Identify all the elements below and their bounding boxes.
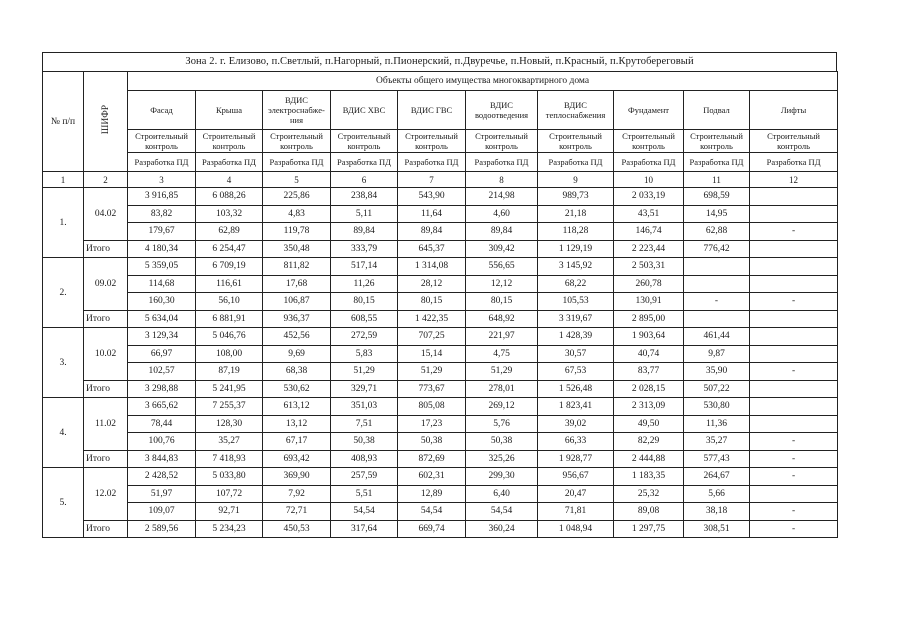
- table-cell: [684, 258, 750, 276]
- table-cell: 264,67: [684, 468, 750, 486]
- table-cell: 221,97: [466, 328, 538, 346]
- total-cell: 350,48: [263, 240, 331, 258]
- table-cell: 43,51: [614, 205, 684, 223]
- total-cell: 5 241,95: [196, 380, 263, 398]
- header-construction-control: Строительный контроль: [196, 130, 263, 153]
- table-cell: 92,71: [196, 503, 263, 521]
- total-row: [43, 240, 838, 258]
- table-cell: 530,80: [684, 398, 750, 416]
- table-cell: 4,83: [263, 205, 331, 223]
- table-cell: 51,29: [398, 363, 466, 381]
- total-cell: 1 297,75: [614, 520, 684, 538]
- table-cell: 543,90: [398, 188, 466, 206]
- table-cell: 28,12: [398, 275, 466, 293]
- header-design-dev: Разработка ПД: [263, 153, 331, 172]
- table-cell: 50,38: [398, 433, 466, 451]
- table-cell: 83,82: [128, 205, 196, 223]
- total-cell: [750, 380, 838, 398]
- table-cell: 12,89: [398, 485, 466, 503]
- table-cell: [684, 275, 750, 293]
- header-col-number: 2: [84, 172, 128, 188]
- total-cell: 317,64: [331, 520, 398, 538]
- total-label: Итого: [84, 380, 128, 398]
- table-cell: 351,03: [331, 398, 398, 416]
- table-cell: 260,78: [614, 275, 684, 293]
- total-cell: 693,42: [263, 450, 331, 468]
- table-row: [43, 485, 838, 503]
- table-cell: [750, 205, 838, 223]
- header-object-2: Крыша: [196, 91, 263, 130]
- table-cell: 51,29: [466, 363, 538, 381]
- table-cell: 6 709,19: [196, 258, 263, 276]
- table-cell: 66,97: [128, 345, 196, 363]
- table-row: [43, 468, 838, 486]
- table-cell: 119,78: [263, 223, 331, 241]
- table-cell: 109,07: [128, 503, 196, 521]
- header-col-number: 6: [331, 172, 398, 188]
- total-cell: 308,51: [684, 520, 750, 538]
- table-row: [43, 275, 838, 293]
- row-number: 5.: [43, 468, 84, 538]
- total-cell: -: [750, 520, 838, 538]
- table-row: [43, 205, 838, 223]
- table-cell: 83,77: [614, 363, 684, 381]
- row-shifr: 12.02: [84, 468, 128, 521]
- table-cell: 78,44: [128, 415, 196, 433]
- header-construction-control: Строительный контроль: [750, 130, 838, 153]
- table-row: [43, 345, 838, 363]
- table-cell: 102,57: [128, 363, 196, 381]
- table-cell: 128,30: [196, 415, 263, 433]
- header-shifr: ШИФР: [84, 72, 128, 172]
- total-cell: 2 028,15: [614, 380, 684, 398]
- header-object-9: Подвал: [684, 91, 750, 130]
- table-cell: 269,12: [466, 398, 538, 416]
- header-design-dev: Разработка ПД: [398, 153, 466, 172]
- total-cell: 1 928,77: [538, 450, 614, 468]
- table-cell: 54,54: [398, 503, 466, 521]
- table-cell: 5,83: [331, 345, 398, 363]
- total-cell: 773,67: [398, 380, 466, 398]
- header-col-number: 4: [196, 172, 263, 188]
- table-cell: 11,36: [684, 415, 750, 433]
- table-cell: 89,84: [466, 223, 538, 241]
- table-cell: 7,92: [263, 485, 331, 503]
- table-cell: 1 428,39: [538, 328, 614, 346]
- header-col-number: 9: [538, 172, 614, 188]
- total-row: [43, 520, 838, 538]
- table-cell: 107,72: [196, 485, 263, 503]
- total-cell: 333,79: [331, 240, 398, 258]
- total-cell: -: [750, 450, 838, 468]
- total-row: [43, 310, 838, 328]
- total-cell: 3 319,67: [538, 310, 614, 328]
- header-design-dev: Разработка ПД: [466, 153, 538, 172]
- total-cell: 645,37: [398, 240, 466, 258]
- table-cell: -: [750, 223, 838, 241]
- total-cell: 936,37: [263, 310, 331, 328]
- table-cell: [750, 275, 838, 293]
- table-cell: 30,57: [538, 345, 614, 363]
- table-cell: 214,98: [466, 188, 538, 206]
- table-cell: 80,15: [331, 293, 398, 311]
- row-shifr: 10.02: [84, 328, 128, 381]
- table-cell: [750, 415, 838, 433]
- table-row: [43, 433, 838, 451]
- header-design-dev: Разработка ПД: [196, 153, 263, 172]
- table-cell: 989,73: [538, 188, 614, 206]
- table-cell: [750, 485, 838, 503]
- table-cell: 14,95: [684, 205, 750, 223]
- table-cell: 17,23: [398, 415, 466, 433]
- total-cell: 278,01: [466, 380, 538, 398]
- total-cell: 1 129,19: [538, 240, 614, 258]
- table-cell: 1 823,41: [538, 398, 614, 416]
- table-cell: 68,38: [263, 363, 331, 381]
- table-cell: -: [750, 293, 838, 311]
- table-row: [43, 503, 838, 521]
- table-row: [43, 293, 838, 311]
- header-object-1: Фасад: [128, 91, 196, 130]
- table-cell: 7 255,37: [196, 398, 263, 416]
- table-cell: 68,22: [538, 275, 614, 293]
- header-col-number: 1: [43, 172, 84, 188]
- table-cell: 35,27: [684, 433, 750, 451]
- page-title: Зона 2. г. Елизово, п.Светлый, п.Нагорный, п.Пионерский, п.Двуречье, п.Новый, п.Красный, п.Крутобереговый: [42, 52, 837, 71]
- table-cell: 698,59: [684, 188, 750, 206]
- table-cell: 62,89: [196, 223, 263, 241]
- total-cell: 360,24: [466, 520, 538, 538]
- table-cell: 108,00: [196, 345, 263, 363]
- header-col-number: 5: [263, 172, 331, 188]
- table-cell: 257,59: [331, 468, 398, 486]
- table-cell: 461,44: [684, 328, 750, 346]
- table-cell: 87,19: [196, 363, 263, 381]
- total-cell: 309,42: [466, 240, 538, 258]
- table-cell: 11,26: [331, 275, 398, 293]
- total-cell: [684, 310, 750, 328]
- table-cell: 100,76: [128, 433, 196, 451]
- table-cell: -: [750, 503, 838, 521]
- table-cell: 805,08: [398, 398, 466, 416]
- header-object-8: Фундамент: [614, 91, 684, 130]
- table-cell: 225,86: [263, 188, 331, 206]
- table-cell: 20,47: [538, 485, 614, 503]
- total-cell: [750, 310, 838, 328]
- header-design-dev: Разработка ПД: [614, 153, 684, 172]
- table-cell: 179,67: [128, 223, 196, 241]
- table-cell: 54,54: [466, 503, 538, 521]
- table-cell: 369,90: [263, 468, 331, 486]
- table-cell: -: [684, 293, 750, 311]
- table-cell: 105,53: [538, 293, 614, 311]
- total-cell: 872,69: [398, 450, 466, 468]
- total-cell: 577,43: [684, 450, 750, 468]
- header-object-6: ВДИС водоотведения: [466, 91, 538, 130]
- table-row: [43, 415, 838, 433]
- row-shifr: 09.02: [84, 258, 128, 311]
- table-cell: 89,08: [614, 503, 684, 521]
- table-cell: 66,33: [538, 433, 614, 451]
- table-cell: 50,38: [331, 433, 398, 451]
- table-cell: 3 665,62: [128, 398, 196, 416]
- header-col-number: 8: [466, 172, 538, 188]
- row-number: 4.: [43, 398, 84, 468]
- header-group-title: Объекты общего имущества многоквартирного дома: [128, 72, 838, 91]
- table-cell: 50,38: [466, 433, 538, 451]
- table-cell: [750, 398, 838, 416]
- header-construction-control: Строительный контроль: [128, 130, 196, 153]
- table-cell: 89,84: [398, 223, 466, 241]
- table-cell: 4,75: [466, 345, 538, 363]
- table-cell: 160,30: [128, 293, 196, 311]
- total-cell: 6 254,47: [196, 240, 263, 258]
- table-cell: 130,91: [614, 293, 684, 311]
- total-cell: 5 634,04: [128, 310, 196, 328]
- table-cell: 17,68: [263, 275, 331, 293]
- row-number: 2.: [43, 258, 84, 328]
- table-cell: -: [750, 433, 838, 451]
- table-cell: 5 359,05: [128, 258, 196, 276]
- table-row: [43, 223, 838, 241]
- table-cell: 12,12: [466, 275, 538, 293]
- table-cell: 114,68: [128, 275, 196, 293]
- total-cell: 5 234,23: [196, 520, 263, 538]
- table-cell: 39,02: [538, 415, 614, 433]
- header-col-number: 12: [750, 172, 838, 188]
- table-cell: 40,74: [614, 345, 684, 363]
- header-construction-control: Строительный контроль: [614, 130, 684, 153]
- table-cell: 7,51: [331, 415, 398, 433]
- table-cell: 3 129,34: [128, 328, 196, 346]
- table-cell: 517,14: [331, 258, 398, 276]
- table-cell: 35,27: [196, 433, 263, 451]
- header-construction-control: Строительный контроль: [331, 130, 398, 153]
- header-col-number: 3: [128, 172, 196, 188]
- total-cell: 6 881,91: [196, 310, 263, 328]
- header-col-number: 7: [398, 172, 466, 188]
- table-cell: 80,15: [466, 293, 538, 311]
- table-cell: 4,60: [466, 205, 538, 223]
- total-cell: 3 844,83: [128, 450, 196, 468]
- table-cell: 25,32: [614, 485, 684, 503]
- total-row: [43, 450, 838, 468]
- table-cell: 35,90: [684, 363, 750, 381]
- table-cell: 54,54: [331, 503, 398, 521]
- total-cell: 776,42: [684, 240, 750, 258]
- table-cell: 811,82: [263, 258, 331, 276]
- row-shifr: 04.02: [84, 188, 128, 241]
- header-object-4: ВДИС ХВС: [331, 91, 398, 130]
- table-cell: [750, 258, 838, 276]
- table-cell: 38,18: [684, 503, 750, 521]
- table-cell: 13,12: [263, 415, 331, 433]
- table-cell: 5,51: [331, 485, 398, 503]
- total-cell: [750, 240, 838, 258]
- table-cell: 118,28: [538, 223, 614, 241]
- header-construction-control: Строительный контроль: [263, 130, 331, 153]
- table-cell: 67,53: [538, 363, 614, 381]
- table-cell: 72,71: [263, 503, 331, 521]
- header-construction-control: Строительный контроль: [538, 130, 614, 153]
- total-cell: 507,22: [684, 380, 750, 398]
- cost-table: [42, 71, 838, 538]
- total-label: Итого: [84, 240, 128, 258]
- total-row: [43, 380, 838, 398]
- table-cell: 602,31: [398, 468, 466, 486]
- table-cell: 1 903,64: [614, 328, 684, 346]
- table-cell: 5,11: [331, 205, 398, 223]
- header-construction-control: Строительный контроль: [684, 130, 750, 153]
- table-cell: 51,97: [128, 485, 196, 503]
- total-cell: 1 048,94: [538, 520, 614, 538]
- table-cell: 116,61: [196, 275, 263, 293]
- table-cell: 613,12: [263, 398, 331, 416]
- table-cell: 71,81: [538, 503, 614, 521]
- header-object-3: ВДИС электроснабже-ния: [263, 91, 331, 130]
- table-cell: 299,30: [466, 468, 538, 486]
- table-cell: 67,17: [263, 433, 331, 451]
- document-page: [42, 52, 837, 538]
- header-num: № п/п: [43, 72, 84, 172]
- table-cell: 21,18: [538, 205, 614, 223]
- table-cell: 5,76: [466, 415, 538, 433]
- table-cell: 6 088,26: [196, 188, 263, 206]
- table-cell: 49,50: [614, 415, 684, 433]
- table-cell: 2 033,19: [614, 188, 684, 206]
- total-cell: 669,74: [398, 520, 466, 538]
- table-cell: 956,67: [538, 468, 614, 486]
- table-cell: 9,87: [684, 345, 750, 363]
- row-number: 1.: [43, 188, 84, 258]
- table-cell: 1 314,08: [398, 258, 466, 276]
- table-cell: 106,87: [263, 293, 331, 311]
- table-cell: 1 183,35: [614, 468, 684, 486]
- table-cell: 62,88: [684, 223, 750, 241]
- header-design-dev: Разработка ПД: [128, 153, 196, 172]
- total-cell: 1 526,48: [538, 380, 614, 398]
- row-shifr: 11.02: [84, 398, 128, 451]
- total-label: Итого: [84, 450, 128, 468]
- table-cell: 238,84: [331, 188, 398, 206]
- total-cell: 408,93: [331, 450, 398, 468]
- table-row: [43, 328, 838, 346]
- total-cell: 2 589,56: [128, 520, 196, 538]
- header-col-number: 10: [614, 172, 684, 188]
- table-cell: 80,15: [398, 293, 466, 311]
- header-object-5: ВДИС ГВС: [398, 91, 466, 130]
- header-design-dev: Разработка ПД: [331, 153, 398, 172]
- table-cell: 5 033,80: [196, 468, 263, 486]
- table-row: [43, 398, 838, 416]
- total-cell: 1 422,35: [398, 310, 466, 328]
- header-design-dev: Разработка ПД: [750, 153, 838, 172]
- total-cell: 329,71: [331, 380, 398, 398]
- table-cell: -: [750, 468, 838, 486]
- total-cell: 530,62: [263, 380, 331, 398]
- table-row: [43, 258, 838, 276]
- total-cell: 608,55: [331, 310, 398, 328]
- table-row: [43, 363, 838, 381]
- table-cell: -: [750, 363, 838, 381]
- total-cell: 2 895,00: [614, 310, 684, 328]
- table-cell: 2 313,09: [614, 398, 684, 416]
- header-design-dev: Разработка ПД: [538, 153, 614, 172]
- total-cell: 3 298,88: [128, 380, 196, 398]
- row-number: 3.: [43, 328, 84, 398]
- table-cell: [750, 328, 838, 346]
- header-construction-control: Строительный контроль: [466, 130, 538, 153]
- table-cell: 2 428,52: [128, 468, 196, 486]
- table-cell: 89,84: [331, 223, 398, 241]
- table-cell: 3 145,92: [538, 258, 614, 276]
- total-cell: 2 223,44: [614, 240, 684, 258]
- total-label: Итого: [84, 520, 128, 538]
- table-cell: 15,14: [398, 345, 466, 363]
- total-cell: 4 180,34: [128, 240, 196, 258]
- table-cell: [750, 345, 838, 363]
- table-row: [43, 188, 838, 206]
- total-label: Итого: [84, 310, 128, 328]
- table-cell: 146,74: [614, 223, 684, 241]
- table-cell: 56,10: [196, 293, 263, 311]
- header-design-dev: Разработка ПД: [684, 153, 750, 172]
- table-cell: 6,40: [466, 485, 538, 503]
- table-cell: 51,29: [331, 363, 398, 381]
- table-cell: 272,59: [331, 328, 398, 346]
- header-construction-control: Строительный контроль: [398, 130, 466, 153]
- table-cell: 82,29: [614, 433, 684, 451]
- table-cell: 5,66: [684, 485, 750, 503]
- total-cell: 450,53: [263, 520, 331, 538]
- table-cell: 452,56: [263, 328, 331, 346]
- table-cell: 9,69: [263, 345, 331, 363]
- table-cell: 707,25: [398, 328, 466, 346]
- total-cell: 325,26: [466, 450, 538, 468]
- table-cell: 11,64: [398, 205, 466, 223]
- table-cell: 2 503,31: [614, 258, 684, 276]
- table-cell: 556,65: [466, 258, 538, 276]
- total-cell: 648,92: [466, 310, 538, 328]
- header-object-10: Лифты: [750, 91, 838, 130]
- table-cell: [750, 188, 838, 206]
- header-col-number: 11: [684, 172, 750, 188]
- table-cell: 3 916,85: [128, 188, 196, 206]
- total-cell: 7 418,93: [196, 450, 263, 468]
- header-object-7: ВДИС теплоснабжения: [538, 91, 614, 130]
- table-cell: 103,32: [196, 205, 263, 223]
- table-cell: 5 046,76: [196, 328, 263, 346]
- total-cell: 2 444,88: [614, 450, 684, 468]
